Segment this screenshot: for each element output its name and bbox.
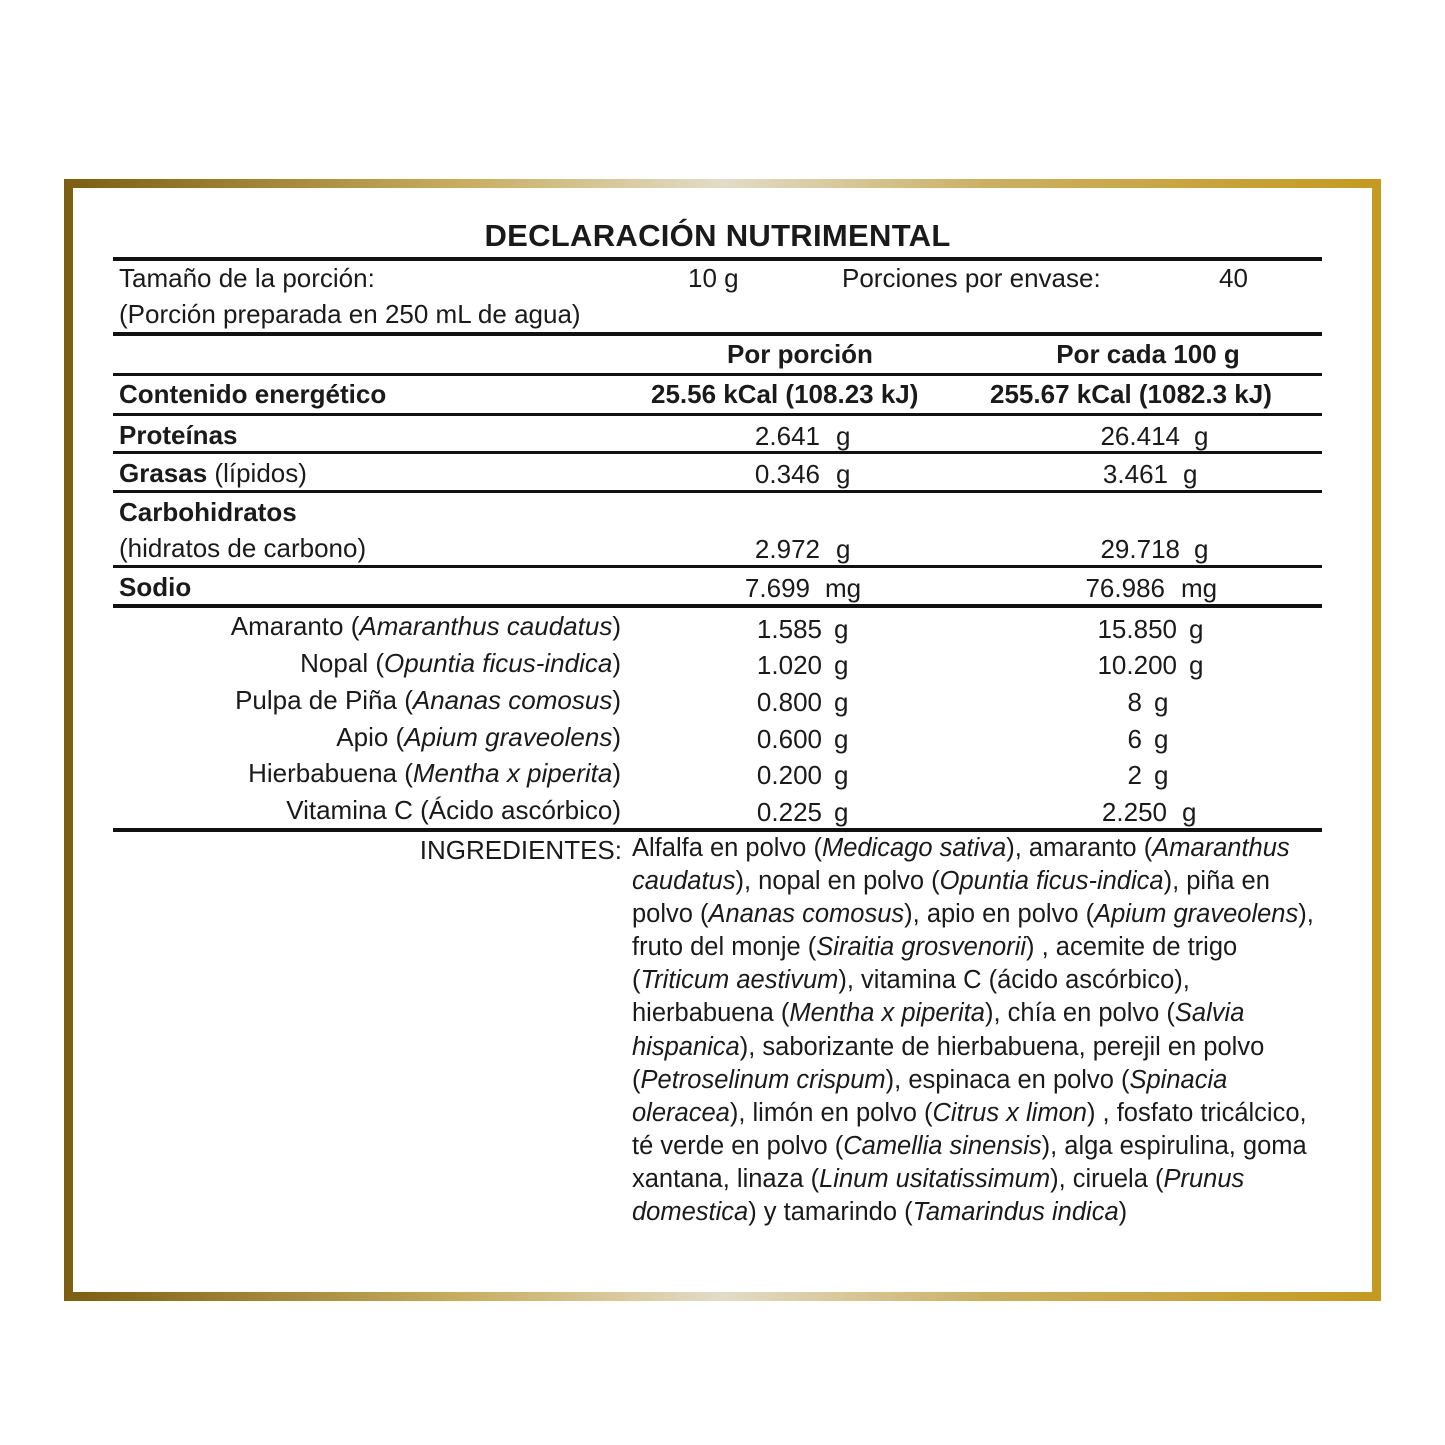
energy-label: Contenido energético: [119, 379, 387, 409]
component-per-100g: 8: [1127, 687, 1142, 717]
component-unit-100g: g: [1154, 687, 1169, 717]
component-unit-100g: g: [1154, 724, 1169, 754]
ingredient-text: ), apio en polvo (: [904, 900, 1095, 929]
component-per-100g: 2: [1127, 760, 1142, 790]
ingredient-text: ), espinaca en polvo (: [885, 1065, 1130, 1094]
component-name: Pulpa de Piña (Ananas comosus): [235, 685, 621, 715]
component-per-serving: 1.020: [756, 650, 822, 680]
rule-carbs: [113, 565, 1322, 568]
fat-unit: g: [836, 459, 851, 489]
carbs-per-100g: 29.718: [1100, 534, 1180, 564]
ingredient-text: ), saborizante de hierbabuena, perejil en polvo (: [632, 1032, 1265, 1094]
ingredient-scientific-name: Amaranthus caudatus: [632, 834, 1290, 896]
fat-per-serving: 0.346: [754, 459, 820, 489]
ingredient-scientific-name: Apium graveolens: [1094, 900, 1299, 929]
sodium-per-100g: 76.986: [1085, 573, 1165, 603]
component-unit-100g: g: [1182, 797, 1197, 827]
component-unit-100g: g: [1154, 760, 1169, 790]
component-unit-100g: g: [1189, 650, 1204, 680]
component-per-100g: 2.250: [1101, 797, 1167, 827]
ingredient-scientific-name: Siraitia grosvenorii: [816, 933, 1027, 962]
fat-label: Grasas: [119, 458, 208, 488]
servings-per-package-label: Porciones por envase:: [842, 263, 1101, 293]
protein-per-serving: 2.641: [754, 421, 820, 451]
component-unit: g: [834, 614, 849, 644]
sodium-unit-100g: mg: [1181, 573, 1218, 603]
ingredient-scientific-name: Ananas comosus: [708, 900, 905, 929]
component-per-serving: 0.800: [756, 687, 822, 717]
prepared-note: (Porción preparada en 250 mL de agua): [119, 299, 581, 329]
protein-unit-100g: g: [1194, 421, 1209, 451]
component-name: Amaranto (Amaranthus caudatus): [230, 611, 621, 641]
servings-per-package-value: 40: [1219, 263, 1248, 293]
component-unit-100g: g: [1189, 614, 1204, 644]
carbs-per-serving: 2.972: [754, 534, 820, 564]
ingredient-text: ), vitamina C (ácido ascórbico), hierbabuena (: [632, 966, 1190, 1028]
fat-per-100g: 3.461: [1102, 459, 1168, 489]
carbs-unit: g: [836, 534, 851, 564]
rule-fat: [113, 490, 1322, 493]
rule-sodium: [113, 604, 1322, 608]
ingredient-scientific-name: Linum usitatissimum: [819, 1164, 1051, 1193]
serving-size-value: 10 g: [688, 263, 739, 293]
protein-label: Proteínas: [119, 420, 238, 450]
ingredient-text: ), piña en polvo (: [632, 867, 1270, 929]
component-unit: g: [834, 650, 849, 680]
component-per-100g: 15.850: [1097, 614, 1177, 644]
rule-serving: [113, 332, 1322, 336]
ingredient-text: ) , fosfato tricálcico, té verde en polvo (: [632, 1098, 1307, 1160]
component-per-100g: 6: [1127, 724, 1142, 754]
ingredient-text: ), fruto del monje (: [632, 900, 1314, 962]
ingredient-scientific-name: Tamarindus indica: [912, 1198, 1119, 1227]
ingredient-text: ), amaranto (: [1006, 834, 1153, 862]
ingredients-text: [632, 832, 1322, 1254]
energy-per-100g: 255.67 kCal (1082.3 kJ): [990, 379, 1272, 409]
ingredient-text: ) y tamarindo (: [748, 1198, 913, 1227]
ingredient-text: ), ciruela (: [1050, 1164, 1164, 1193]
carbs-label: Carbohidratos: [119, 497, 297, 527]
component-name: Vitamina C (Ácido ascórbico): [286, 795, 621, 825]
ingredient-scientific-name: Camellia sinensis: [843, 1131, 1042, 1160]
ingredient-text: ): [1118, 1198, 1128, 1227]
component-name: Nopal (Opuntia ficus-indica): [300, 648, 621, 678]
ingredient-scientific-name: Medicago sativa: [821, 834, 1007, 862]
component-per-serving: 0.200: [756, 760, 822, 790]
ingredient-text: ), nopal en polvo (: [735, 867, 940, 896]
component-per-serving: 0.225: [756, 797, 822, 827]
ingredient-text: ), limón en polvo (: [729, 1098, 933, 1127]
sodium-label: Sodio: [119, 572, 192, 602]
col-header-per-100g: Por cada 100 g: [1056, 339, 1240, 369]
ingredient-text: ), alga espirulina, goma xantana, linaza (: [632, 1131, 1307, 1193]
component-unit: g: [834, 724, 849, 754]
carbs-label-line2: (hidratos de carbono): [119, 533, 367, 563]
protein-unit: g: [836, 421, 851, 451]
component-unit: g: [834, 687, 849, 717]
component-per-100g: 10.200: [1097, 650, 1177, 680]
ingredient-text: Alfalfa en polvo (: [632, 834, 822, 862]
fat-unit-100g: g: [1183, 459, 1198, 489]
page-title: DECLARACIÓN NUTRIMENTAL: [484, 218, 951, 253]
ingredient-scientific-name: Opuntia ficus-indica: [939, 867, 1164, 896]
ingredient-scientific-name: Citrus x limon: [932, 1098, 1087, 1127]
fat-label-suffix: (lípidos): [214, 458, 307, 488]
sodium-unit: mg: [825, 573, 862, 603]
col-header-per-serving: Por porción: [727, 339, 873, 369]
serving-size-label: Tamaño de la porción:: [119, 263, 375, 293]
rule-header: [113, 373, 1322, 376]
carbs-unit-100g: g: [1194, 534, 1209, 564]
ingredients-label: INGREDIENTES:: [419, 835, 622, 865]
energy-per-serving: 25.56 kCal (108.23 kJ): [651, 379, 919, 409]
rule-top: [113, 257, 1322, 261]
protein-per-100g: 26.414: [1100, 421, 1180, 451]
ingredient-scientific-name: Prunus domestica: [632, 1164, 1245, 1227]
ingredient-scientific-name: Salvia hispanica: [632, 999, 1245, 1061]
sodium-per-serving: 7.699: [744, 573, 810, 603]
fat-label-row: [119, 458, 307, 489]
ingredient-scientific-name: Spinacia oleracea: [632, 1065, 1228, 1127]
component-unit: g: [834, 760, 849, 790]
ingredient-scientific-name: Triticum aestivum: [640, 966, 839, 995]
component-per-serving: 0.600: [756, 724, 822, 754]
component-name: Apio (Apium graveolens): [336, 722, 621, 752]
component-unit: g: [834, 797, 849, 827]
ingredient-text: ), chía en polvo (: [984, 999, 1175, 1028]
component-per-serving: 1.585: [756, 614, 822, 644]
rule-energy: [113, 413, 1322, 416]
component-name: Hierbabuena (Mentha x piperita): [248, 758, 621, 788]
ingredient-scientific-name: Petroselinum crispum: [640, 1065, 886, 1094]
ingredient-scientific-name: Mentha x piperita: [789, 999, 985, 1028]
ingredient-text: ) , acemite de trigo (: [632, 933, 1238, 995]
